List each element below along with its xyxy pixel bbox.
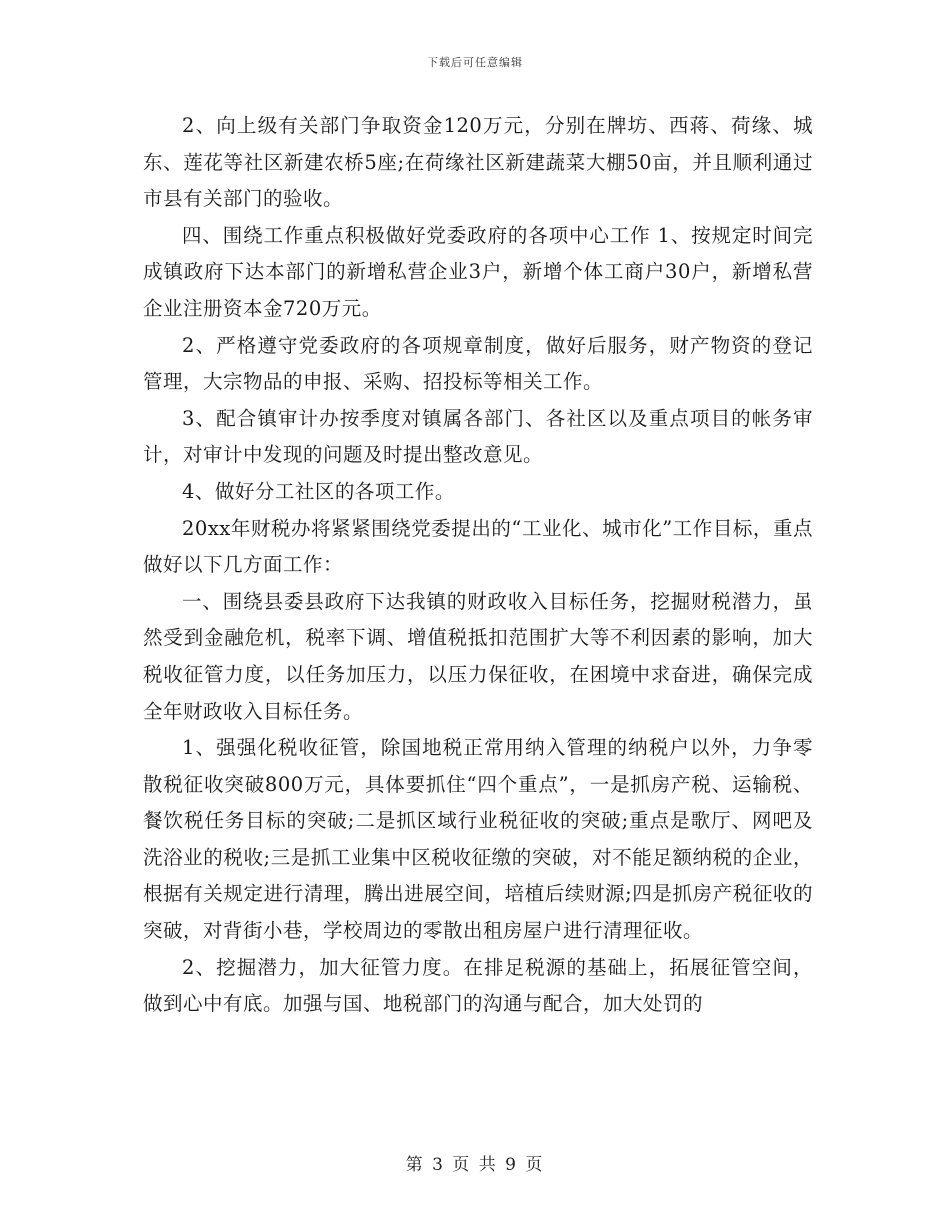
document-body xyxy=(143,108,813,1023)
paragraph: 2、挖掘潜力，加大征管力度。在排足税源的基础上，拓展征管空间，做到心中有底。加强与国、地税部门的沟通与配合，加大处罚的 xyxy=(143,955,813,1016)
paragraph: 一、围绕县委县政府下达我镇的财政收入目标任务，挖掘财税潜力，虽然受到金融危机，税率下调、增值税抵扣范围扩大等不利因素的影响，加大税收征管力度，以任务加压力，以压力保征收，在困境中求奋进，确保完成全年财政收入目标任务。 xyxy=(143,589,813,723)
paragraph: 1、强强化税收征管，除国地税正常用纳入管理的纳税户以外，力争零散税征收突破800万元，具体要抓住“四个重点”，一是抓房产税、运输税、餐饮税任务目标的突破;二是抓区域行业税征收的突破;重点是歌厅、网吧及洗浴业的税收;三是抓工业集中区税收征缴的突破，对不能足额纳税的企业，根据有关规定进行清理，腾出进展空间，培植后续财源;四是抓房产税征收的突破，对背街小巷，学校周边的零散出租房屋户进行清理征收。 xyxy=(143,736,813,943)
paragraph: 2、严格遵守党委政府的各项规章制度，做好后服务，财产物资的登记管理，大宗物品的申报、采购、招投标等相关工作。 xyxy=(143,333,813,394)
paragraph: 2、向上级有关部门争取资金120万元，分别在牌坊、西蒋、荷缘、城东、莲花等社区新建农桥5座;在荷缘社区新建蔬菜大棚50亩，并且顺利通过市县有关部门的验收。 xyxy=(143,114,813,211)
page-number-footer: 第 3 页 共 9 页 xyxy=(405,1155,545,1175)
paragraph: 4、做好分工社区的各项工作。 xyxy=(182,479,455,503)
paragraph: 20xx年财税办将紧紧围绕党委提出的“工业化、城市化”工作目标，重点做好以下几方面工作： xyxy=(143,516,813,577)
page-header: 下载后可任意编辑 xyxy=(427,56,523,69)
paragraph: 四、围绕工作重点积极做好党委政府的各项中心工作 1、按规定时间完成镇政府下达本部门的新增私营企业3户，新增个体工商户30户，新增私营企业注册资本金720万元。 xyxy=(143,223,813,320)
paragraph: 3、配合镇审计办按季度对镇属各部门、各社区以及重点项目的帐务审计，对审计中发现的问题及时提出整改意见。 xyxy=(143,406,813,467)
